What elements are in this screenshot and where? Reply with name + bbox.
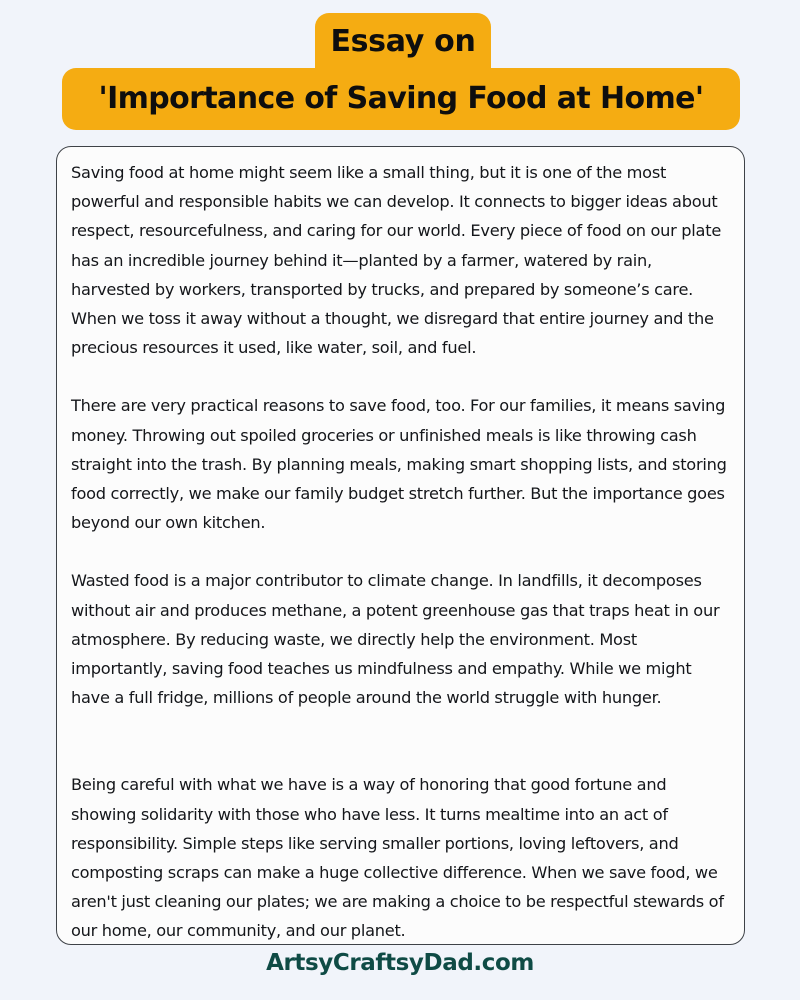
essay-content-card: [56, 146, 745, 945]
essay-paragraph-3: Wasted food is a major contributor to climate change. In landfills, it decomposes without air and produces methane, a potent greenhouse gas that traps heat in our atmosphere. By reducing waste, we directly help the environment. Most importantly, saving food teaches us mindfulness and empathy. While we might have a full fridge, millions of people around the world struggle with hunger.: [71, 571, 720, 708]
essay-paragraph-4: Being careful with what we have is a way of honoring that good fortune and showing solidarity with those who have less. It turns mealtime into an act of responsibility. Simple steps like serving smaller portions, loving leftovers, and composting scraps can make a huge collective difference. When we save food, we aren't just cleaning our plates; we are making a choice to be respectful stewards of our home, our community, and our planet.: [71, 775, 724, 941]
page-footer: [0, 952, 800, 1000]
essay-body-text: [71, 158, 728, 945]
essay-title-tab: [315, 13, 491, 75]
essay-paragraph-2: There are very practical reasons to save food, too. For our families, it means saving money. Throwing out spoiled groceries or unfinished meals is like throwing cash straight into the trash. By planning meals, making smart shopping lists, and storing food correctly, we make our family budget stretch further. But the importance goes beyond our own kitchen.: [71, 396, 727, 533]
essay-title-text: 'Importance of Saving Food at Home': [98, 81, 704, 116]
essay-title-bar: [62, 68, 740, 130]
essay-title-tab-label: Essay on: [330, 24, 476, 59]
essay-paragraph-1: Saving food at home might seem like a small thing, but it is one of the most powerful and responsible habits we can develop. It connects to bigger ideas about respect, resourcefulness, and caring for our world. Every piece of food on our plate has an incredible journey behind it—planted by a farmer, watered by rain, harvested by workers, transported by trucks, and prepared by someone’s care. When we toss it away without a thought, we disregard that entire journey and the precious resources it used, like water, soil, and fuel.: [71, 163, 722, 358]
essay-header-banner: [0, 0, 800, 132]
brand-watermark: ArtsyCraftsyDad.com: [266, 950, 534, 976]
